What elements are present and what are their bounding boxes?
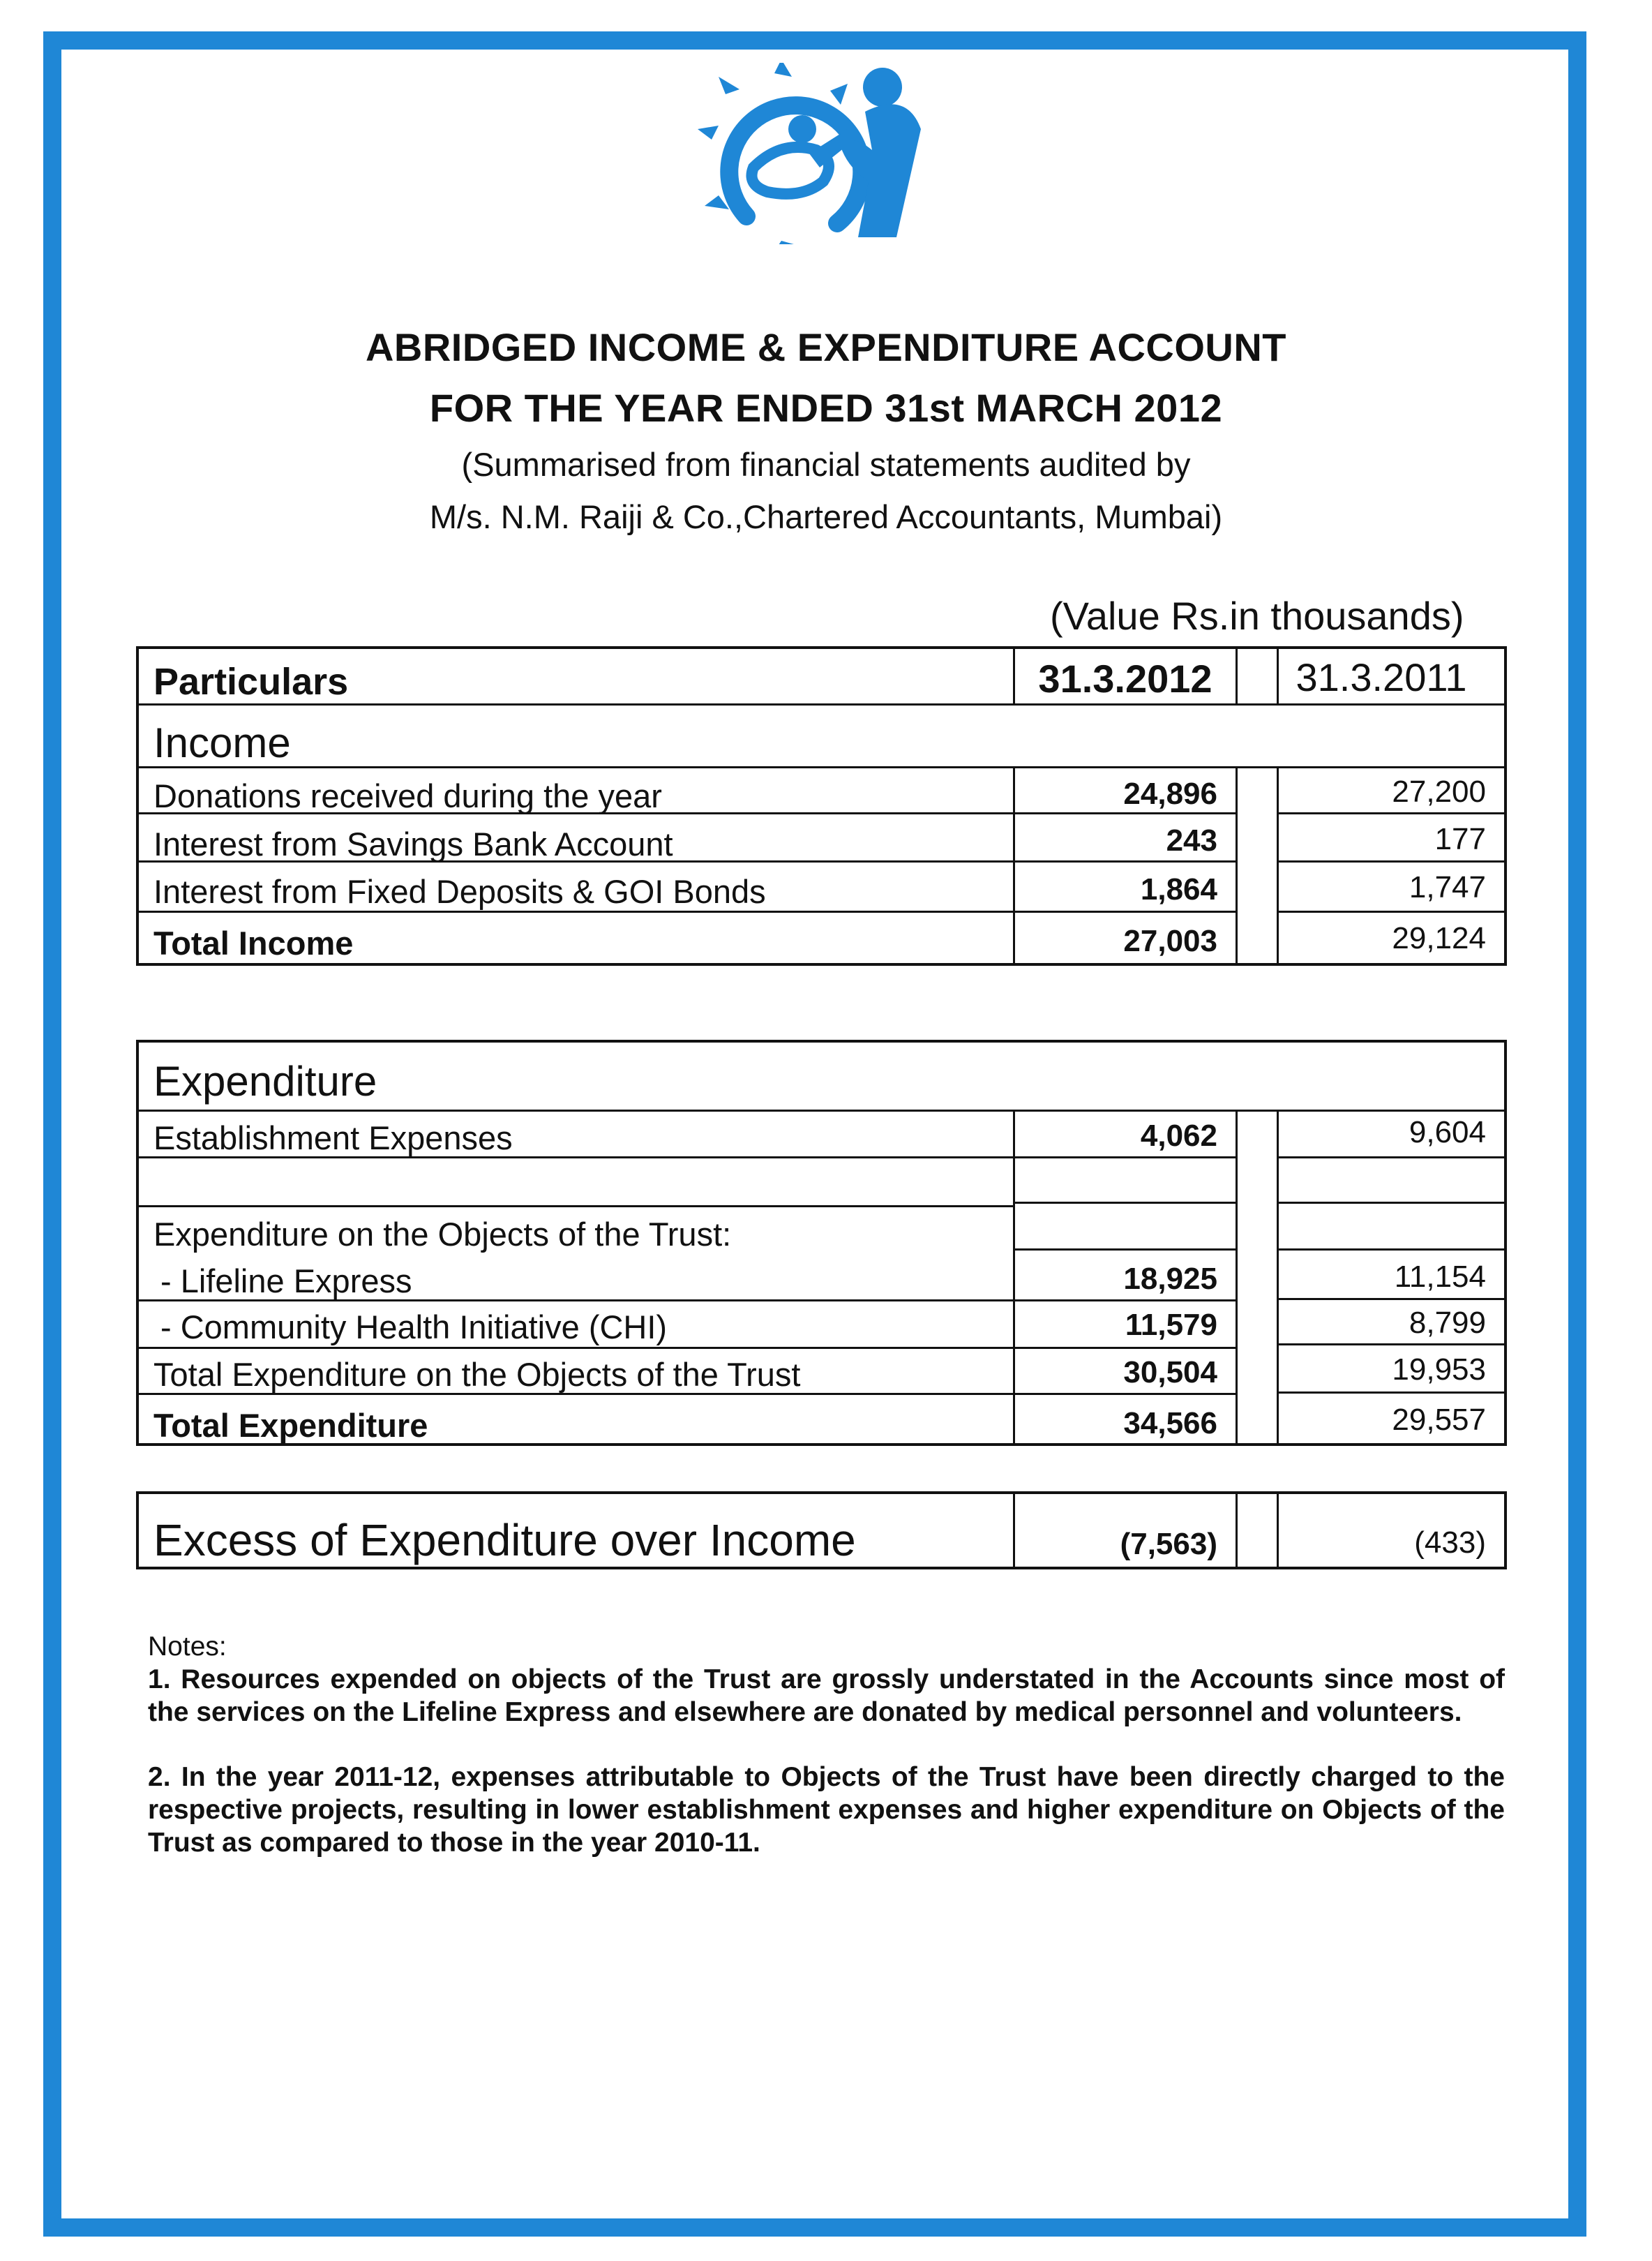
row-fixed-deposits-2012: 1,864 xyxy=(1140,872,1217,906)
row-fixed-deposits-label: Interest from Fixed Deposits & GOI Bonds xyxy=(153,873,766,910)
row-lifeline-2012: 18,925 xyxy=(1123,1262,1217,1296)
unit-note: (Value Rs.in thousands) xyxy=(1050,594,1464,638)
auditor-note-line1: (Summarised from financial statements audited by xyxy=(461,446,1191,483)
row-savings-label: Interest from Savings Bank Account xyxy=(153,826,673,863)
expenditure-heading: Expenditure xyxy=(153,1058,377,1105)
total-expenditure-label: Total Expenditure xyxy=(153,1407,428,1444)
header-particulars: Particulars xyxy=(153,661,349,703)
row-objects-total-label: Total Expenditure on the Objects of the Trust xyxy=(153,1356,801,1393)
row-donations-2012: 24,896 xyxy=(1123,777,1217,811)
total-income-2011: 29,124 xyxy=(1392,921,1486,955)
row-savings-2012: 243 xyxy=(1166,823,1217,858)
caring-hands-logo-icon xyxy=(698,63,928,244)
document-period: FOR THE YEAR ENDED 31st MARCH 2012 xyxy=(429,386,1223,430)
objects-heading: Expenditure on the Objects of the Trust: xyxy=(153,1216,732,1253)
auditor-note-line2: M/s. N.M. Raiji & Co.,Chartered Accountants, Mumbai) xyxy=(429,498,1223,535)
row-fixed-deposits-2011: 1,747 xyxy=(1409,870,1486,904)
notes-heading: Notes: xyxy=(148,1632,227,1662)
excess-2012: (7,563) xyxy=(1120,1527,1217,1561)
income-heading: Income xyxy=(153,719,291,766)
note-2: 2. In the year 2011-12, expenses attributable to Objects of the Trust have been directly charged to the respective projects, resulting in lower establishment expenses and higher expenditure on Objects of the Trust as compared to those in the year 2010-11. xyxy=(148,1762,1505,1858)
header-2011: 31.3.2011 xyxy=(1296,655,1467,699)
total-expenditure-2012: 34,566 xyxy=(1123,1406,1217,1440)
row-chi-label: - Community Health Initiative (CHI) xyxy=(160,1308,668,1345)
row-chi-2011: 8,799 xyxy=(1409,1306,1486,1340)
total-income-2012: 27,003 xyxy=(1123,924,1217,958)
excess-label: Excess of Expenditure over Income xyxy=(153,1515,856,1565)
row-donations-label: Donations received during the year xyxy=(153,777,662,814)
row-lifeline-2011: 11,154 xyxy=(1394,1260,1486,1294)
total-expenditure-2011: 29,557 xyxy=(1392,1403,1486,1437)
excess-2011: (433) xyxy=(1414,1525,1486,1560)
row-chi-2012: 11,579 xyxy=(1125,1308,1217,1342)
row-objects-total-2011: 19,953 xyxy=(1392,1352,1486,1387)
total-income-label: Total Income xyxy=(153,925,354,962)
note-1: 1. Resources expended on objects of the Trust are grossly understated in the Accounts since most of the services on the Lifeline Express and elsewhere are donated by medical personnel and volunteers. xyxy=(148,1664,1505,1727)
row-objects-total-2012: 30,504 xyxy=(1123,1355,1217,1389)
header-2012: 31.3.2012 xyxy=(1038,657,1212,701)
row-establishment-label: Establishment Expenses xyxy=(153,1119,513,1156)
row-lifeline-label: - Lifeline Express xyxy=(160,1262,412,1299)
row-savings-2011: 177 xyxy=(1434,822,1486,856)
document-title: ABRIDGED INCOME & EXPENDITURE ACCOUNT xyxy=(365,325,1287,369)
notes-section xyxy=(148,1630,1505,1859)
row-establishment-2012: 4,062 xyxy=(1140,1119,1217,1153)
row-establishment-2011: 9,604 xyxy=(1409,1115,1486,1149)
row-donations-2011: 27,200 xyxy=(1392,775,1486,809)
